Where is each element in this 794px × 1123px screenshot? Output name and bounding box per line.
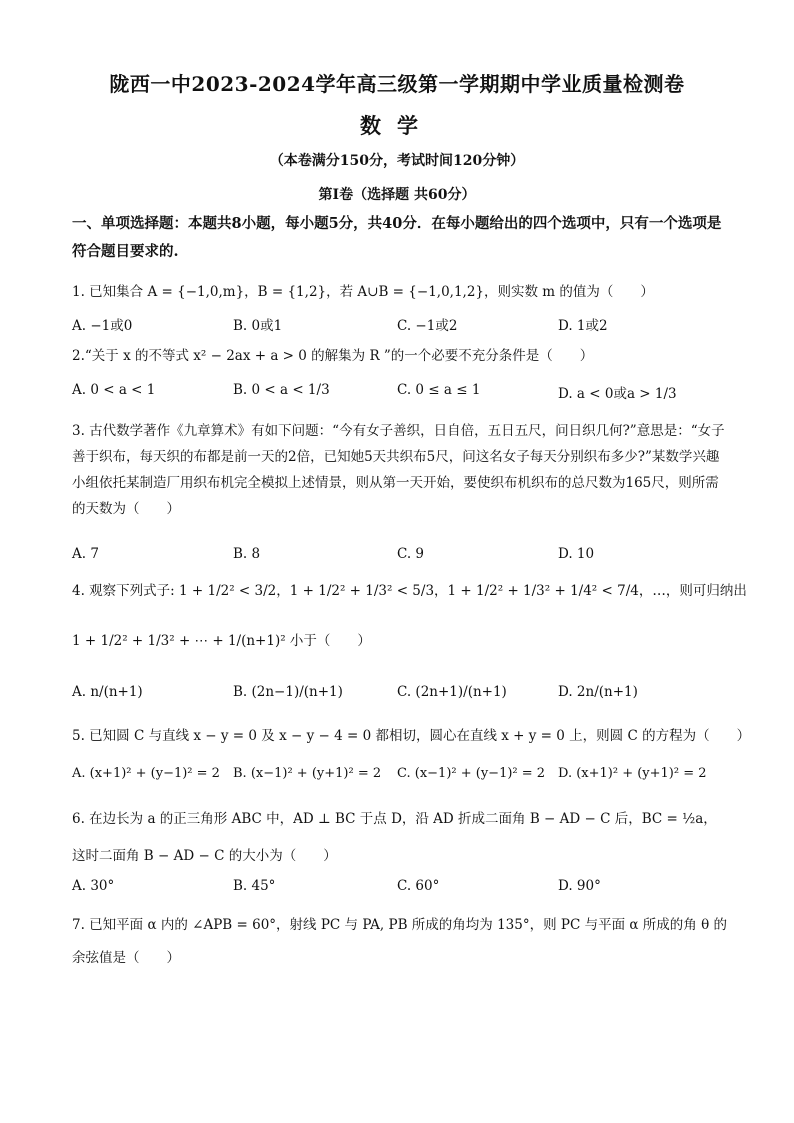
option-a[interactable]: A. −1或0 [72, 318, 133, 334]
question-5-options [72, 766, 732, 790]
option-a[interactable]: A. 30° [72, 878, 115, 894]
option-d[interactable]: D. 1或2 [558, 318, 608, 334]
option-b[interactable]: B. (x−1)² + (y+1)² = 2 [233, 766, 382, 781]
question-6-line-1: 6. 在边长为 a 的正三角形 ABC 中，AD ⊥ BC 于点 D，沿 AD 折成二面角 B − AD − C 后，BC = ½a， [72, 811, 717, 827]
exam-title: 陇西一中2023-2024学年高三级第一学期期中学业质量检测卷 [109, 72, 685, 96]
question-4-options [72, 684, 732, 708]
subject-title: 数学 [360, 113, 434, 138]
question-4-line-2: 1 + 1/2² + 1/3² + ⋯ + 1/(n+1)² 小于（ ） [72, 633, 371, 649]
option-b[interactable]: B. 45° [233, 878, 276, 894]
option-b[interactable]: B. (2n−1)/(n+1) [233, 684, 343, 700]
question-1-options [72, 314, 732, 338]
option-d[interactable]: D. 2n/(n+1) [558, 684, 638, 700]
question-7-line-2: 余弦值是（ ） [72, 950, 180, 966]
option-d[interactable]: D. (x+1)² + (y+1)² = 2 [558, 766, 707, 781]
question-5: 5. 已知圆 C 与直线 x − y = 0 及 x − y − 4 = 0 都相切，圆心在直线 x + y = 0 上，则圆 C 的方程为（ ） [72, 728, 751, 744]
option-d[interactable]: D. 90° [558, 878, 601, 894]
question-3-options [72, 546, 732, 570]
question-6-line-2: 这时二面角 B − AD − C 的大小为（ ） [72, 848, 337, 864]
option-d[interactable]: D. a < 0或a > 1/3 [558, 386, 677, 402]
option-c[interactable]: C. 60° [397, 878, 440, 894]
exam-note: （本卷满分150分，考试时间120分钟） [269, 153, 525, 169]
option-a[interactable]: A. 7 [72, 546, 99, 562]
question-2-options [72, 382, 732, 406]
question-3: 3. 古代数学著作《九章算术》有如下问题：“今有女子善织，日自倍，五日五尺，问日织几何?”意思是：“女子善于织布，每天织的布都是前一天的2倍，已知她5天共织布5尺，问这名女子每天分别织布多少?”某数学兴趣小组依托某制造厂用织布机完全模拟上述情景，则从第一天开始，要使织布机织布的总尺数为165尺，则所需的天数为（ ） [72, 423, 725, 517]
option-c[interactable]: C. 9 [397, 546, 425, 562]
option-a[interactable]: A. n/(n+1) [72, 684, 143, 700]
option-b[interactable]: B. 8 [233, 546, 261, 562]
question-7-line-1: 7. 已知平面 α 内的 ∠APB = 60°，射线 PC 与 PA, PB 所成的角均为 135°，则 PC 与平面 α 所成的角 θ 的 [72, 917, 728, 933]
option-c[interactable]: C. −1或2 [397, 318, 458, 334]
question-6-options [72, 878, 732, 902]
question-1: 1. 已知集合 A = {−1,0,m}，B = {1,2}，若 A∪B = {−1,0,1,2}，则实数 m 的值为（ ） [72, 284, 654, 300]
part-heading: 第Ⅰ卷（选择题 共60分） [318, 187, 476, 203]
question-2: 2.“关于 x 的不等式 x² − 2ax + a > 0 的解集为 R ”的一个必要不充分条件是（ ） [72, 348, 594, 364]
question-4-line-1: 4. 观察下列式子: 1 + 1/2² < 3/2，1 + 1/2² + 1/3² < 5/3，1 + 1/2² + 1/3² + 1/4² < 7/4，…，则可归纳出 [72, 583, 747, 599]
section-heading: 一、单项选择题：本题共8小题，每小题5分，共40分．在每小题给出的四个选项中，只有一个选项是符合题目要求的. [72, 215, 722, 260]
option-b[interactable]: B. 0或1 [233, 318, 283, 334]
option-d[interactable]: D. 10 [558, 546, 595, 562]
option-c[interactable]: C. 0 ≤ a ≤ 1 [397, 382, 481, 398]
option-c[interactable]: C. (x−1)² + (y−1)² = 2 [397, 766, 546, 781]
option-b[interactable]: B. 0 < a < 1/3 [233, 382, 330, 398]
option-a[interactable]: A. 0 < a < 1 [72, 382, 156, 398]
option-c[interactable]: C. (2n+1)/(n+1) [397, 684, 507, 700]
option-a[interactable]: A. (x+1)² + (y−1)² = 2 [72, 766, 220, 781]
